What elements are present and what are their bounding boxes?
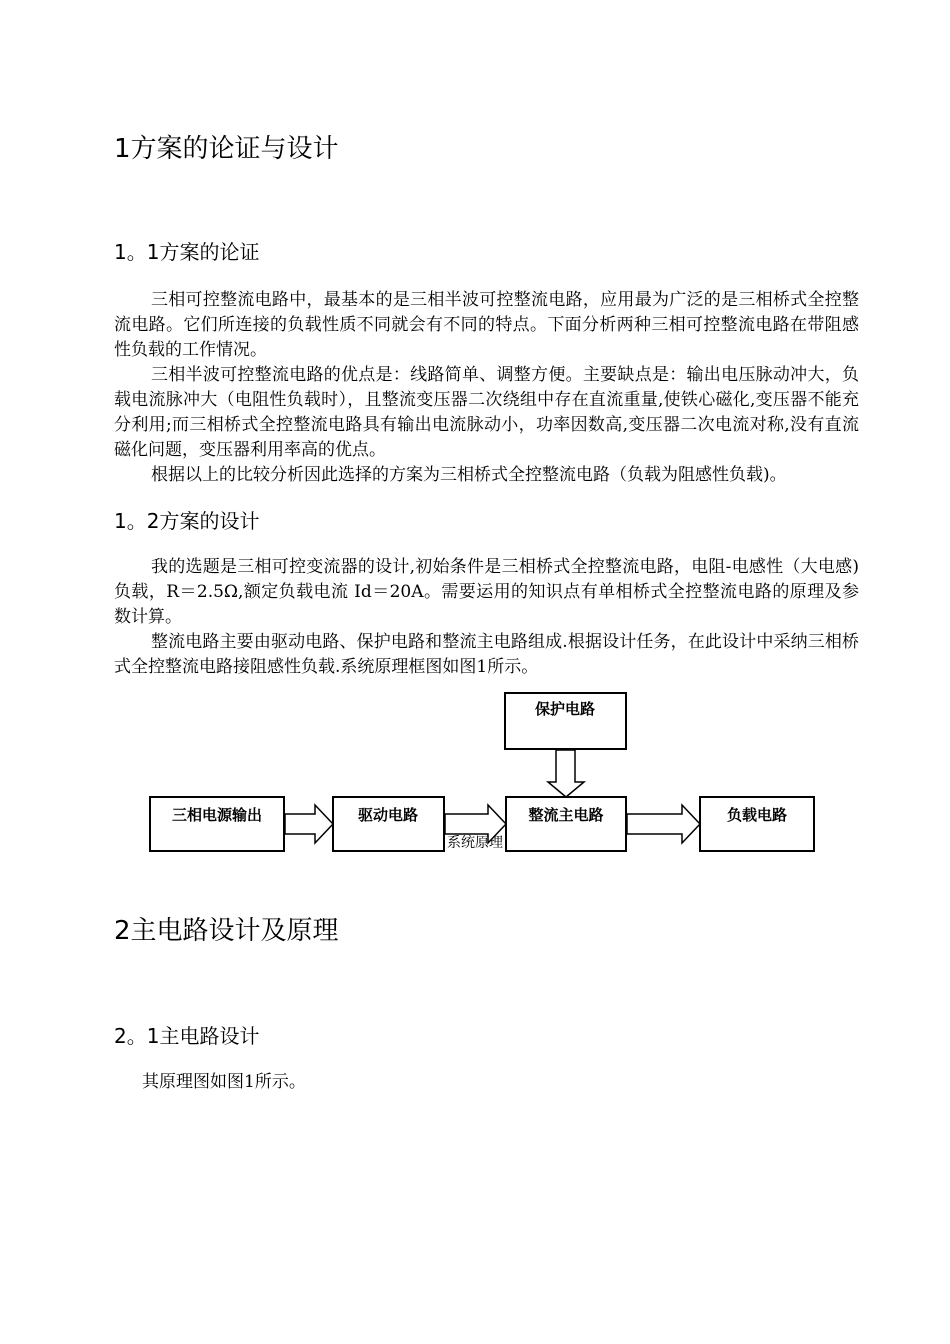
power-source-label: 三相电源输出 <box>171 806 263 824</box>
protection-circuit-label: 保护电路 <box>534 700 596 718</box>
subsection-1-2-heading: 1。2方案的设计 <box>114 509 260 533</box>
arrow-source-to-driver <box>285 805 333 843</box>
subsection-1-1-heading: 1。1方案的论证 <box>114 240 260 264</box>
arrow-rectifier-to-load <box>627 805 700 843</box>
arrow-protection-to-rectifier <box>548 750 584 797</box>
section-1-heading: 1方案的论证与设计 <box>114 134 339 164</box>
rectifier-main-circuit-label: 整流主电路 <box>528 806 604 824</box>
paragraph: 三相可控整流电路中，最基本的是三相半波可控整流电路，应用最为广泛的是三相桥式全控整流电路。它们所连接的负载性质不同就会有不同的特点。下面分析两种三相可控整流电路在带阻感性负载的工作情况。 <box>114 290 859 360</box>
paragraph: 整流电路主要由驱动电路、保护电路和整流主电路组成.根据设计任务，在此设计中采纳三相桥式全控整流电路接阻感性负载.系统原理框图如图1所示。 <box>114 632 859 677</box>
section-2-heading: 2主电路设计及原理 <box>114 916 339 946</box>
subsection-2-1-heading: 2。1主电路设计 <box>114 1024 260 1048</box>
diagram-caption: 系统原理 <box>447 835 503 851</box>
paragraph: 根据以上的比较分析因此选择的方案为三相桥式全控整流电路（负载为阻感性负载)。 <box>151 465 787 485</box>
paragraph: 我的选题是三相可控变流器的设计,初始条件是三相桥式全控整流电路，电阻-电感性（大电感)负载，R＝2.5Ω,额定负载电流 Id＝20A。需要运用的知识点有单相桥式全控整流电路的原理及参数计算。 <box>114 557 859 627</box>
load-circuit-label: 负载电路 <box>726 806 788 824</box>
paragraph: 三相半波可控整流电路的优点是：线路简单、调整方便。主要缺点是：输出电压脉动冲大，负载电流脉冲大（电阻性负载时），且整流变压器二次绕组中存在直流重量,使铁心磁化,变压器不能充分利用;而三相桥式全控整流电路具有输出电流脉动小，功率因数高,变压器二次电流对称,没有直流磁化问题，变压器利用率高的优点。 <box>114 365 859 460</box>
paragraph: 其原理图如图1所示。 <box>142 1072 306 1092</box>
driver-circuit-label: 驱动电路 <box>357 806 419 824</box>
